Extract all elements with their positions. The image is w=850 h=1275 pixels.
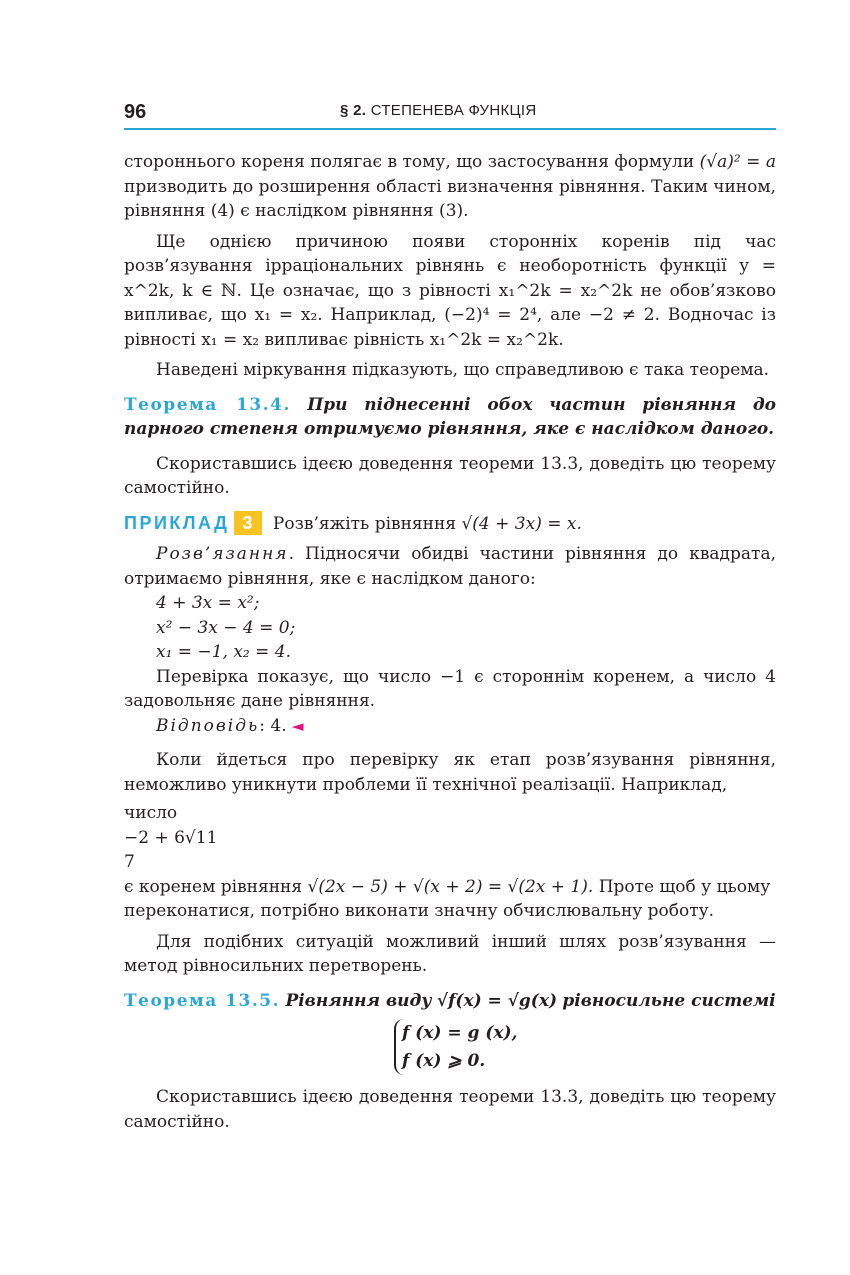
page-number: 96 bbox=[124, 101, 147, 123]
solution-step: 4 + 3x = x²; bbox=[156, 593, 260, 613]
paragraph-1-end: призводить до розширення області визначення рівняння. Таким чином, рівняння (4) є наслідком рівняння (3). bbox=[124, 176, 776, 221]
example-equation: √(4 + 3x) = x. bbox=[461, 513, 582, 534]
theorem-equation: √f(x) = √g(x) bbox=[436, 990, 557, 1011]
paragraph-5: Коли йдеться про перевірку як етап розв’язування рівняння, неможливо уникнути проблеми її технічної реалізації. Наприклад, bbox=[124, 750, 776, 795]
paragraph-5-formula-line bbox=[124, 801, 776, 826]
section-number: § 2. bbox=[340, 102, 367, 119]
example-heading bbox=[124, 511, 776, 537]
fraction-denominator: 7 bbox=[124, 852, 135, 872]
solution-text: . Підносячи обидві частини рівняння до квадрата, отримаємо рівняння, яке є наслідком даного: bbox=[124, 544, 776, 589]
end-of-solution-icon: ◄ bbox=[292, 716, 304, 735]
formula-sqrt-square: (√a)² = a bbox=[699, 152, 777, 172]
theorem-label: Теорема 13.4. bbox=[124, 394, 291, 415]
theorem-text: При піднесенні обох частин рівняння до парного степеня отримуємо рівняння, яке є наслідком даного. bbox=[124, 394, 777, 439]
paragraph-7: Скориставшись ідеєю доведення теореми 13.3, доведіть цю теорему самостійно. bbox=[124, 1087, 776, 1132]
solution-check: Перевірка показує, що число −1 є стороннім коренем, а число 4 задовольняє дане рівняння. bbox=[124, 666, 776, 711]
example-task: Розв’яжіть рівняння bbox=[272, 513, 457, 534]
paragraph-5-end: Проте щоб у цьому переконатися, потрібно виконати значну обчислювальну роботу. bbox=[124, 876, 771, 921]
paragraph-5-middle: є коренем рівняння bbox=[124, 876, 303, 897]
root-equation: √(2x − 5) + √(x + 2) = √(2x + 1). bbox=[307, 876, 594, 897]
equation-system bbox=[394, 1019, 552, 1075]
system-line: f (x) ⩾ 0. bbox=[402, 1051, 486, 1071]
solution-step: x₁ = −1, x₂ = 4. bbox=[156, 642, 291, 662]
example-label: ПРИКЛАД bbox=[124, 512, 230, 533]
theorem-text-end: рівносильне системі bbox=[562, 990, 776, 1011]
theorem-13-5 bbox=[124, 989, 776, 1014]
paragraph-1 bbox=[124, 150, 776, 224]
answer-label: Відповідь bbox=[156, 715, 260, 736]
number-word: число bbox=[124, 803, 178, 823]
section-title: СТЕПЕНЕВА ФУНКЦІЯ bbox=[370, 102, 537, 119]
fraction-numerator: −2 + 6√11 bbox=[124, 827, 218, 848]
theorem-label: Теорема 13.5. bbox=[124, 990, 281, 1011]
page-body bbox=[124, 150, 776, 1134]
header-rule bbox=[124, 128, 776, 130]
paragraph-6: Для подібних ситуацій можливий інший шлях розв’язування — метод рівносильних перетворень. bbox=[124, 931, 776, 976]
example-number: 3 bbox=[234, 511, 262, 536]
system-line: f (x) = g (x), bbox=[402, 1023, 518, 1043]
paragraph-1-start: стороннього кореня полягає в тому, що застосування формули bbox=[124, 152, 695, 172]
solution-step: x² − 3x − 4 = 0; bbox=[156, 617, 296, 638]
solution-label: Розв’язання bbox=[156, 544, 289, 564]
theorem-text-start: Рівняння виду bbox=[285, 990, 432, 1011]
running-header bbox=[340, 102, 537, 119]
theorem-13-4 bbox=[124, 393, 776, 442]
solution-answer bbox=[124, 714, 776, 739]
answer-value: : 4. bbox=[259, 715, 287, 736]
solution-steps bbox=[124, 591, 776, 665]
paragraph-2: Ще однією причиною появи сторонніх коренів під час розв’язування ірраціональних рівнянь є необоротність функції y = x^2k, k ∈ ℕ. Це означає, що з рівності x₁^2k = x₂^2k не обов’язково випливає, що x₁ = x₂. Наприклад, (−2)⁴ = 2⁴, але −2 ≠ 2. Водночас із рівності x₁ = x₂ випливає рівність x₁^2k = x₂^2k. bbox=[124, 231, 776, 350]
solution-intro bbox=[124, 542, 776, 591]
paragraph-4: Скориставшись ідеєю доведення теореми 13.3, доведіть цю теорему самостійно. bbox=[124, 453, 776, 498]
paragraph-3: Наведені міркування підказують, що справедливою є така теорема. bbox=[156, 360, 770, 380]
